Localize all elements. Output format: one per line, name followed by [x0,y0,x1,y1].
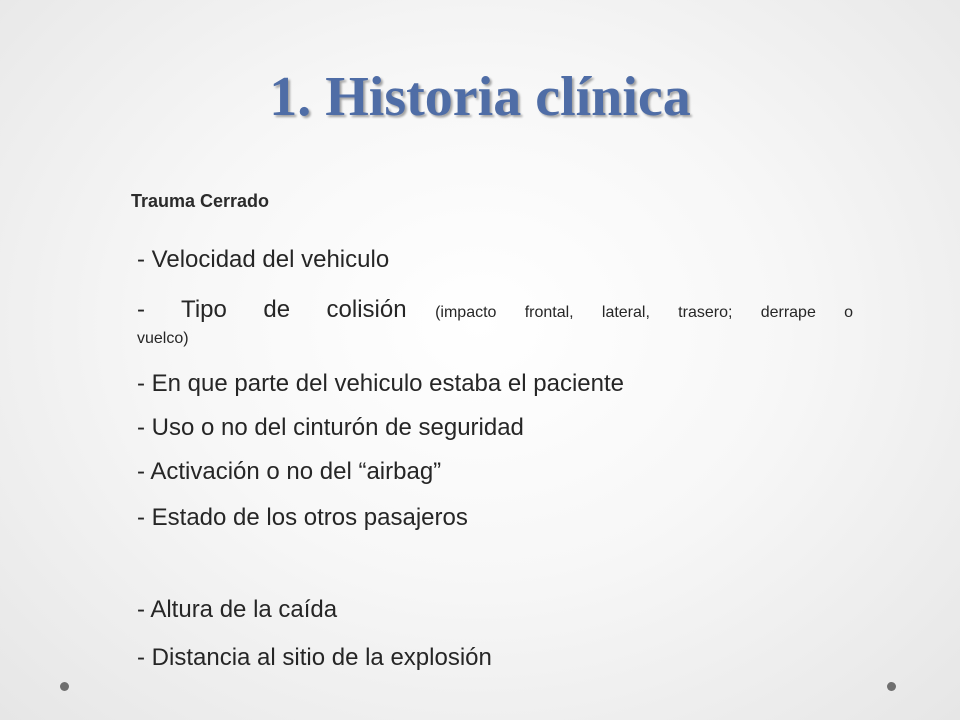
bullet-tipo-colision [137,294,853,349]
bullet-otros-pasajeros: - Estado de los otros pasajeros [137,504,468,531]
bullet-altura-caida: - Altura de la caída [137,596,338,623]
bullet-posicion-paciente: - En que parte del vehiculo estaba el paciente [137,370,624,397]
bullet-tipo-colision-line1 [137,294,853,329]
bullet-distancia-explosion: - Distancia al sitio de la explosión [137,644,492,671]
decorative-dot-left [60,682,69,691]
bullet-velocidad: - Velocidad del vehiculo [137,246,390,273]
bullet-airbag: - Activación o no del “airbag” [137,458,442,485]
slide-title: 1. Historia clínica [269,66,691,128]
bullet-tipo-colision-main: - Tipo de colisión [137,296,407,323]
bullet-tipo-colision-detail: (impacto frontal, lateral, trasero; derrape o [435,304,854,321]
slide-subtitle: Trauma Cerrado [131,191,270,211]
decorative-dot-right [887,682,896,691]
bullet-cinturon: - Uso o no del cinturón de seguridad [137,414,524,441]
bullet-tipo-colision-detail-cont: vuelco) [137,330,189,347]
